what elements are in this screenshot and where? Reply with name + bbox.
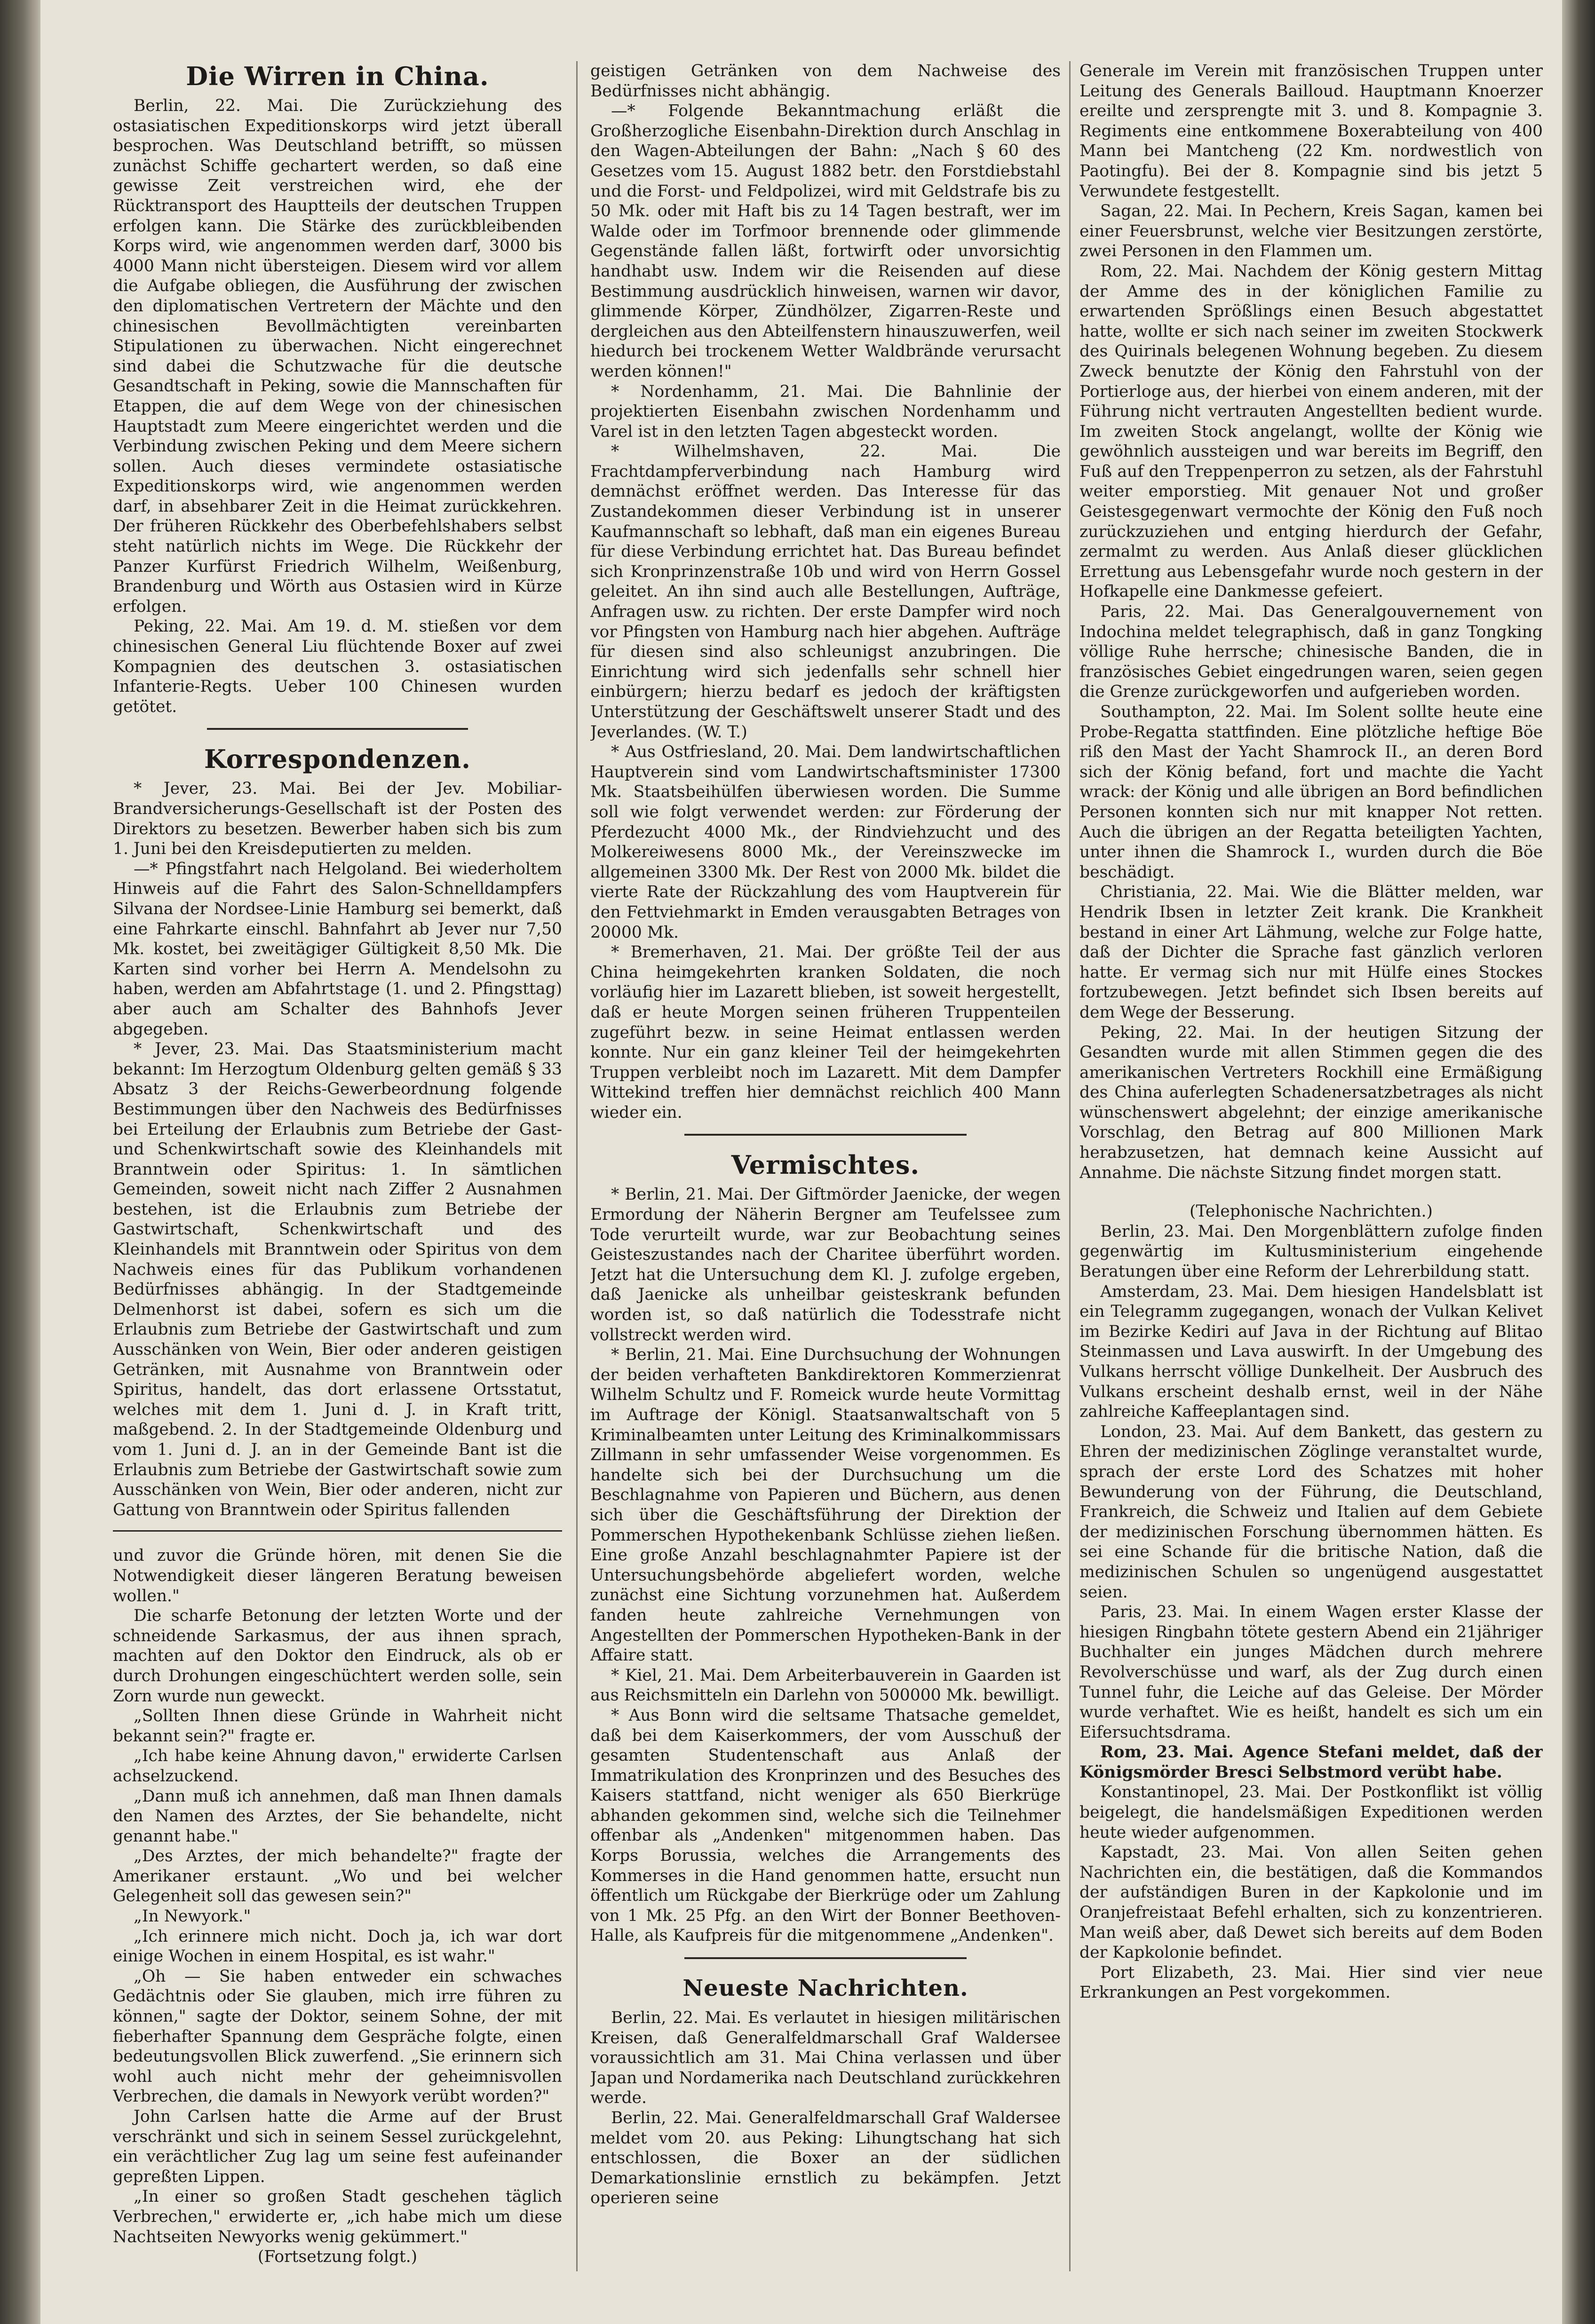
article-paragraph: Berlin, 23. Mai. Den Morgenblättern zufolge finden gegenwärtig im Kultusministerium eingehende Beratungen über eine Reform der Lehrerbildung statt. [1079, 1222, 1543, 1281]
article-paragraph: Rom, 23. Mai. Agence Stefani meldet, daß der Königsmörder Bresci Selbstmord verübt habe. [1079, 1743, 1543, 1782]
article-paragraph: —* Pfingstfahrt nach Helgoland. Bei wiederholtem Hinweis auf die Fahrt des Salon-Schnelldampfers Silvana der Nordsee-Linie Hamburg sei bemerkt, daß eine Fahrkarte einschl. Bahnfahrt ab Jever nur 7,50 Mk. kostet, bei zweitägiger Gültigkeit 8,50 Mk. Die Karten sind vorher bei Herrn A. Mendelsohn zu haben, werden am Abfahrtstage (1. und 2. Pfingsttag) aber auch am Schalter des Bahnhofs Jever abgegeben. [113, 859, 562, 1039]
article-paragraph: Konstantinopel, 23. Mai. Der Postkonflikt ist völlig beigelegt, die handelsmäßigen Expeditionen werden heute wieder aufgenommen. [1079, 1783, 1543, 1842]
article-paragraph: Christiania, 22. Mai. Wie die Blätter melden, war Hendrik Ibsen in letzter Zeit krank. Die Krankheit bestand in einer Art Lähmung, welche zur Folge hatte, daß der Dichter die Sprache fast gänzlich verloren hatte. Er vermag sich nur mit Hülfe eines Stockes fortzubewegen. Jetzt befindet sich Ibsen bereits auf dem Wege der Besserung. [1079, 883, 1543, 1022]
serial-paragraph: „Oh — Sie haben entweder ein schwaches Gedächtnis oder Sie glauben, mich irre führen zu können," sagte der Doktor, seinem Sohne, der mit fieberhafter Spannung dem Gespräche folgte, einen bedeutungsvollen Blick zuwerfend. „Sie erinnern sich wohl auch nicht mehr der geheimnisvollen Verbrechen, die damals in Newyork verübt worden?" [113, 1967, 562, 2106]
article-paragraph: * Nordenhamm, 21. Mai. Die Bahnlinie der projektierten Eisenbahn zwischen Nordenhamm und Varel ist in den letzten Tagen abgesteckt worden. [590, 382, 1061, 441]
article-paragraph: London, 23. Mai. Auf dem Bankett, das gestern zu Ehren der medizinischen Zöglinge veranstaltet wurde, sprach der erste Lord des Schatzes mit hoher Bewunderung von der Führung, die Deutschland, Frankreich, die Schweiz und Italien auf dem Gebiete der medizinischen Forschung übernommen hätten. Es sei eine Schande für die britische Nation, daß die medizinischen Schulen so ungenügend ausgestattet seien. [1079, 1422, 1543, 1602]
serial-paragraph: „Ich habe keine Ahnung davon," erwiderte Carlsen achselzuckend. [113, 1747, 562, 1786]
article-paragraph: * Kiel, 21. Mai. Dem Arbeiterbauverein in Gaarden ist aus Reichsmitteln ein Darlehn von 500000 Mk. bewilligt. [590, 1666, 1061, 1705]
article-paragraph: Generale im Verein mit französischen Truppen unter Leitung des Generals Bailloud. Hauptmann Knoerzer ereilte und zersprengte mit 3. und 8. Kompagnie 3. Regiments eine entkommene Boxerabteilung von 400 Mann bei Mantcheng (22 Km. nordwestlich von Paotingfu). Bei der 8. Kompagnie sind bis jetzt 5 Verwundete festgestellt. [1079, 62, 1543, 201]
scan-edge-right [1562, 0, 1595, 2324]
serial-paragraph: „In einer so großen Stadt geschehen täglich Verbrechen," erwiderte er, „ich habe mich um diese Nachtseiten Newyorks wenig gekümmert." [113, 2187, 562, 2246]
article-paragraph: * Berlin, 21. Mai. Eine Durchsuchung der Wohnungen der beiden verhafteten Bankdirektoren Kommerzienrat Wilhelm Schultz und F. Romeick wurde heute Vormittag im Auftrage der Königl. Staatsanwaltschaft von 5 Kriminalbeamten unter Leitung des Kriminalkommissars Zillmann in sehr umfassender Weise vorgenommen. Es handelte sich bei der Durchsuchung um die Beschlagnahme von Papieren und Büchern, aus denen sich über die Geschäftsführung der Direktion der Pommerschen Hypothekenbank Schlüsse ziehen ließen. Eine große Anzahl beschlagnahmter Papiere ist der Untersuchungsbehörde abgeliefert worden, welche zunächst eine Sichtung vorzunehmen hat. Außerdem fanden heute zahlreiche Vernehmungen von Angestellten der Pommerschen Hypotheken-Bank in der Affaire statt. [590, 1345, 1061, 1665]
column-rule [576, 61, 578, 2271]
article-paragraph: * Wilhelmshaven, 22. Mai. Die Frachtdampferverbindung nach Hamburg wird demnächst eröffnet werden. Das Interesse für das Zustandekommen dieser Verbindung ist in unserer Kaufmannschaft so lebhaft, daß man ein eigenes Bureau für diese Verbindung errichtet hat. Das Bureau befindet sich Kronprinzenstraße 10b und wird von Herrn Gossel geleitet. An ihn sind auch alle Bestellungen, Aufträge, Anfragen usw. zu richten. Der erste Dampfer wird noch vor Pfingsten von Hamburg nach hier abgehen. Aufträge für diesen sind also schleunigst anzubringen. Die Einrichtung wird sich jedenfalls sehr schnell hier einbürgern; hierzu bedarf es jedoch der kräftigsten Unterstützung der Geschäftswelt unserer Stadt und des Jeverlandes. (W. T.) [590, 442, 1061, 742]
section-title-korrespondenzen: Korrespondenzen. [204, 744, 471, 775]
feuilleton-divider [113, 1530, 562, 1532]
article-paragraph: Kapstadt, 23. Mai. Von allen Seiten gehen Nachrichten ein, die bestätigen, daß die Kommandos der aufständigen Buren in der Kapkolonie und im Oranjefreistaat Befehl erhalten, sich zu konzentrieren. Man weiß aber, daß Dewet sich bereits auf dem Boden der Kapkolonie befindet. [1079, 1843, 1543, 1962]
section-divider [684, 1957, 967, 1959]
serial-paragraph: „Ich erinnere mich nicht. Doch ja, ich war dort einige Wochen in einem Hospital, es ist wahr." [113, 1927, 562, 1966]
article-paragraph: * Aus Bonn wird die seltsame Thatsache gemeldet, daß bei dem Kaiserkommers, der vom Ausschuß der gesamten Studentenschaft aus Anlaß der Immatrikulation des Kronprinzen und des Besuches des Kaisers stattfand, nicht weniger als 650 Bierkrüge abhanden gekommen sind, welche sich die Teilnehmer offenbar als „Andenken" mitgenommen haben. Das Korps Borussia, welches die Arrangements des Kommerses in die Hand genommen hatte, ersucht nun öffentlich um Rückgabe der Bierkrüge oder um Zahlung von 1 Mk. 25 Pfg. an den Wirt der Bonner Beethoven-Halle, als Kaufpreis für die mitgenommene „Andenken". [590, 1706, 1061, 1945]
serial-paragraph: und zuvor die Gründe hören, mit denen Sie die Notwendigkeit dieser längeren Beratung beweisen wollen." [113, 1546, 562, 1605]
article-paragraph: Paris, 23. Mai. In einem Wagen erster Klasse der hiesigen Ringbahn tötete gestern Abend ein 21jähriger Buchhalter ein junges Mädchen durch mehrere Revolverschüsse und warf, als der Zug durch einen Tunnel fuhr, die Leiche auf das Geleise. Der Mörder wurde verhaftet. Wie es heißt, handelt es sich um ein Eifersuchtsdrama. [1079, 1603, 1543, 1742]
article-paragraph: Rom, 22. Mai. Nachdem der König gestern Mittag der Amme des in der königlichen Familie zu erwartenden Sprößlings einen Besuch abgestattet hatte, wollte er sich nach seiner im zweiten Stockwerk des Quirinals belegenen Wohnung begeben. Zu diesem Zweck benutzte der König den Fahrstuhl von der Portierloge aus, der hierbei von einem anderen, mit der Führung nicht vertrauten Angestellten bedient wurde. Im zweiten Stock angelangt, wollte der König wie gewöhnlich aussteigen und war bereits im Begriff, den Fuß auf den Treppenperron zu setzen, als der Fahrstuhl weiter emporstieg. Mit genauer Not und großer Geistesgegenwart vermochte der König den Fuß noch zurückzuziehen und entging hierdurch der Gefahr, zermalmt zu werden. Aus Anlaß dieser glücklichen Errettung aus Lebensgefahr wurde noch gestern in der Hofkapelle eine Dankmesse gefeiert. [1079, 261, 1543, 601]
article-paragraph: Southampton, 22. Mai. Im Solent sollte heute eine Probe-Regatta stattfinden. Eine plötzliche heftige Böe riß den Mast der Yacht Shamrock II., an deren Bord sich der König befand, fort und machte die Yacht wrack: der König und alle übrigen an Bord befindlichen Personen konnten sich nur mit knapper Not retten. Auch die übrigen an der Regatta beteiligten Yachten, unter ihnen die Shamrock I., wurden durch die Böe beschädigt. [1079, 703, 1543, 882]
subsection-title-telephonische: (Telephonische Nachrichten.) [1190, 1202, 1433, 1221]
article-paragraph: —* Folgende Bekanntmachung erläßt die Großherzogliche Eisenbahn-Direktion durch Anschlag in den Wagen-Abteilungen der Bahn: „Nach § 60 des Gesetzes vom 15. August 1882 betr. den Forstdiebstahl und die Forst- und Feldpolizei, wird mit Geldstrafe bis zu 50 Mk. oder mit Haft bis zu 14 Tagen bestraft, wer im Walde oder im Torfmoor brennende oder glimmende Gegenstände fallen läßt, fortwirft oder unvorsichtig handhabt usw. Indem wir die Reisenden auf diese Bestimmung ausdrücklich hinweisen, warnen wir davor, glimmende Körper, Zündhölzer, Zigarren-Reste und dergleichen aus den Abteilfenstern hinauszuwerfen, weil hiedurch bei trockenem Wetter Waldbrände verursacht werden können!" [590, 102, 1061, 381]
article-paragraph: Amsterdam, 23. Mai. Dem hiesigen Handelsblatt ist ein Telegramm zugegangen, wonach der Vulkan Kelivet im Bezirke Kediri auf Java in der Richtung auf Blitao Steinmassen und Lava auswirft. In der Umgebung des Vulkans herrscht völlige Dunkelheit. Der Ausbruch des Vulkans erscheint deshalb ernst, weil in der Nähe zahlreiche Kaffeeplantagen sind. [1079, 1282, 1543, 1422]
column-2 [590, 61, 1061, 2271]
column-1 [113, 61, 562, 2271]
serial-paragraph: „Des Arztes, der mich behandelte?" fragte der Amerikaner erstaunt. „Wo und bei welcher Gelegenheit soll das gewesen sein?" [113, 1847, 562, 1906]
article-paragraph: Port Elizabeth, 23. Mai. Hier sind vier neue Erkrankungen an Pest vorgekommen. [1079, 1963, 1543, 2002]
section-divider [207, 728, 468, 730]
article-paragraph: Peking, 22. Mai. In der heutigen Sitzung der Gesandten wurde mit allen Stimmen gegen die des amerikanischen Vertreters Rockhill eine Ermäßigung des China auferlegten Schadenersatzbetrages als nicht wünschenswert abgelehnt; der einzige amerikanische Vorschlag, den Betrag auf 800 Millionen Mark herabzusetzen, hat demnach keine Aussicht auf Annahme. Die nächste Sitzung findet morgen statt. [1079, 1023, 1543, 1182]
article-paragraph: * Jever, 23. Mai. Das Staatsministerium macht bekannt: Im Herzogtum Oldenburg gelten gemäß § 33 Absatz 3 der Reichs-Gewerbeordnung folgende Bestimmungen über den Nachweis des Bedürfnisses bei Erteilung der Erlaubnis zum Betriebe der Gast- und Schenkwirtschaft sowie des Kleinhandels mit Branntwein oder Spiritus: 1. In sämtlichen Gemeinden, soweit nicht nach Ziffer 2 Ausnahmen bestehen, ist die Erlaubnis zum Betriebe der Gastwirtschaft, Schenkwirtschaft und des Kleinhandels mit Branntwein oder Spiritus von dem Nachweis eines für das Publikum vorhandenen Bedürfnisses abhängig. In der Stadtgemeinde Delmenhorst ist dabei, sofern es sich um die Erlaubnis zum Betriebe der Gastwirtschaft und zum Ausschänken von Wein, Bier oder anderen geistigen Getränken, mit Ausnahme von Branntwein oder Spiritus, handelt, das dort erlassene Ortsstatut, welches mit dem 1. Juni d. J. in Kraft tritt, maßgebend. 2. In der Stadtgemeinde Oldenburg und vom 1. Juni d. J. an in der Gemeinde Bant ist die Erlaubnis zum Betriebe der Gastwirtschaft sowie zum Ausschänken von Wein, Bier oder anderen, nicht zur Gattung von Branntwein oder Spiritus fallenden [113, 1040, 562, 1519]
article-paragraph: * Jever, 23. Mai. Bei der Jev. Mobiliar-Brandversicherungs-Gesellschaft ist der Posten des Direktors zu besetzen. Bewerber haben sich bis zum 1. Juni bei den Kreisdeputierten zu melden. [113, 779, 562, 859]
scan-edge-left [0, 0, 40, 2324]
article-paragraph: Berlin, 22. Mai. Es verlautet in hiesigen militärischen Kreisen, daß Generalfeldmarschall Graf Waldersee voraussichtlich am 31. Mai China verlassen und über Japan und Nordamerika nach Deutschland zurückkehren werde. [590, 2008, 1061, 2108]
column-rule [1069, 61, 1071, 2271]
article-paragraph: * Aus Ostfriesland, 20. Mai. Dem landwirtschaftlichen Hauptverein sind vom Landwirtschaftsminister 17300 Mk. Staatsbeihülfen überwiesen worden. Die Summe soll wie folgt verwendet werden: zur Förderung der Pferdezucht 4000 Mk., der Rindviehzucht und des Molkereiwesens 8000 Mk., der Vereinszwecke im allgemeinen 3300 Mk. Der Rest von 2000 Mk. bildet die vierte Rate der Rückzahlung des vom Hauptverein für den Fettviehmarkt in Emden verausgabten Betrages von 20000 Mk. [590, 743, 1061, 942]
article-paragraph: Peking, 22. Mai. Am 19. d. M. stießen vor dem chinesischen General Liu flüchtende Boxer auf zwei Kompagnien des deutschen 3. ostasiatischen Infanterie-Regts. Ueber 100 Chinesen wurden getötet. [113, 617, 562, 716]
serial-paragraph: „In Newyork." [134, 1907, 251, 1926]
article-paragraph: geistigen Getränken von dem Nachweise des Bedürfnisses nicht abhängig. [590, 62, 1061, 101]
article-paragraph: Berlin, 22. Mai. Die Zurückziehung des ostasiatischen Expeditionskorps wird jetzt überall besprochen. Was Deutschland betrifft, so müssen zunächst Schiffe gechartert werden, so daß eine gewisse Zeit verstreichen wird, ehe der Rücktransport des Hauptteils der deutschen Truppen erfolgen kann. Die Stärke des zurückbleibenden Korps wird, wie angenommen werden darf, 3000 bis 4000 Mann nicht übersteigen. Diesem wird vor allem die Aufgabe obliegen, die Ausführung der zwischen den diplomatischen Vertretern der Mächte und den chinesischen Bevollmächtigten vereinbarten Stipulationen zu überwachen. Nicht eingerechnet sind dabei die Schutzwache für die deutsche Gesandtschaft in Peking, sowie die Mannschaften für Etappen, die auf dem Wege von der chinesischen Hauptstadt zum Meere eingerichtet werden und die Verbindung zwischen Peking und dem Meere sichern sollen. Auch dieses vermindete ostasiatische Expeditionskorps wird, wie angenommen werden darf, in absehbarer Zeit in die Heimat zurückkehren. Der früheren Rückkehr des Oberbefehlshabers selbst steht natürlich nichts im Wege. Die Rückkehr der Panzer Kurfürst Friedrich Wilhelm, Weißenburg, Brandenburg und Wörth aus Ostasien wird in Kürze erfolgen. [113, 96, 562, 616]
article-paragraph: Paris, 22. Mai. Das Generalgouvernement von Indochina meldet telegraphisch, daß in ganz Tongking völlige Ruhe herrsche; chinesische Banden, die in französisches Gebiet eingedrungen waren, seien gegen die Grenze zurückgeworfen und aufgerieben worden. [1079, 602, 1543, 702]
serial-paragraph: John Carlsen hatte die Arme auf der Brust verschränkt und sich in seinem Sessel zurückgelehnt, ein verächtlicher Zug lag um seine fest aufeinander gepreßten Lippen. [113, 2107, 562, 2186]
article-paragraph: Berlin, 22. Mai. Generalfeldmarschall Graf Waldersee meldet vom 20. aus Peking: Lihungtschang hat sich entschlossen, die Boxer an der südlichen Demarkationslinie ernstlich zu bekämpfen. Jetzt operieren seine [590, 2109, 1061, 2208]
serial-paragraph: „Dann muß ich annehmen, daß man Ihnen damals den Namen des Arztes, der Sie behandelte, nicht genannt habe." [113, 1786, 562, 1846]
column-3 [1079, 61, 1543, 2271]
serial-paragraph: „Sollten Ihnen diese Gründe in Wahrheit nicht bekannt sein?" fragte er. [113, 1707, 562, 1746]
article-paragraph: * Berlin, 21. Mai. Der Giftmörder Jaenicke, der wegen Ermordung der Näherin Bergner am Teufelssee zum Tode verurteilt wurde, war zur Beobachtung seines Geisteszustandes nach der Charitee überführt worden. Jetzt hat die Untersuchung dem Kl. J. zufolge ergeben, daß Jaenicke als unheilbar geisteskrank befunden worden ist, so daß natürlich die Todesstrafe nicht vollstreckt werden wird. [590, 1185, 1061, 1344]
section-title-neueste-nachrichten: Neueste Nachrichten. [682, 1975, 968, 2002]
article-paragraph: Sagan, 22. Mai. In Pechern, Kreis Sagan, kamen bei einer Feuersbrunst, welche vier Besitzungen zerstörte, zwei Personen in den Flammen um. [1079, 202, 1543, 261]
section-divider [684, 1134, 967, 1136]
section-title-china: Die Wirren in China. [186, 61, 489, 91]
continuation-note: (Fortsetzung folgt.) [257, 2247, 418, 2267]
article-paragraph: * Bremerhaven, 21. Mai. Der größte Teil der aus China heimgekehrten kranken Soldaten, die noch vorläufig hier im Lazarett blieben, ist soweit hergestellt, daß er heute Morgen seinen früheren Truppenteilen zugeführt bezw. in seine Heimat entlassen werden konnte. Nur ein ganz kleiner Teil der heimgekehrten Truppen verbleibt noch im Lazarett. Mit dem Dampfer Wittekind treffen hier demnächst reichlich 400 Mann wieder ein. [590, 943, 1061, 1122]
section-title-vermischtes: Vermischtes. [731, 1150, 920, 1180]
serial-paragraph: Die scharfe Betonung der letzten Worte und der schneidende Sarkasmus, der aus ihnen sprach, machten auf den Doktor den Eindruck, als ob er durch Drohungen eingeschüchtert werden solle, sein Zorn wurde nun geweckt. [113, 1606, 562, 1706]
